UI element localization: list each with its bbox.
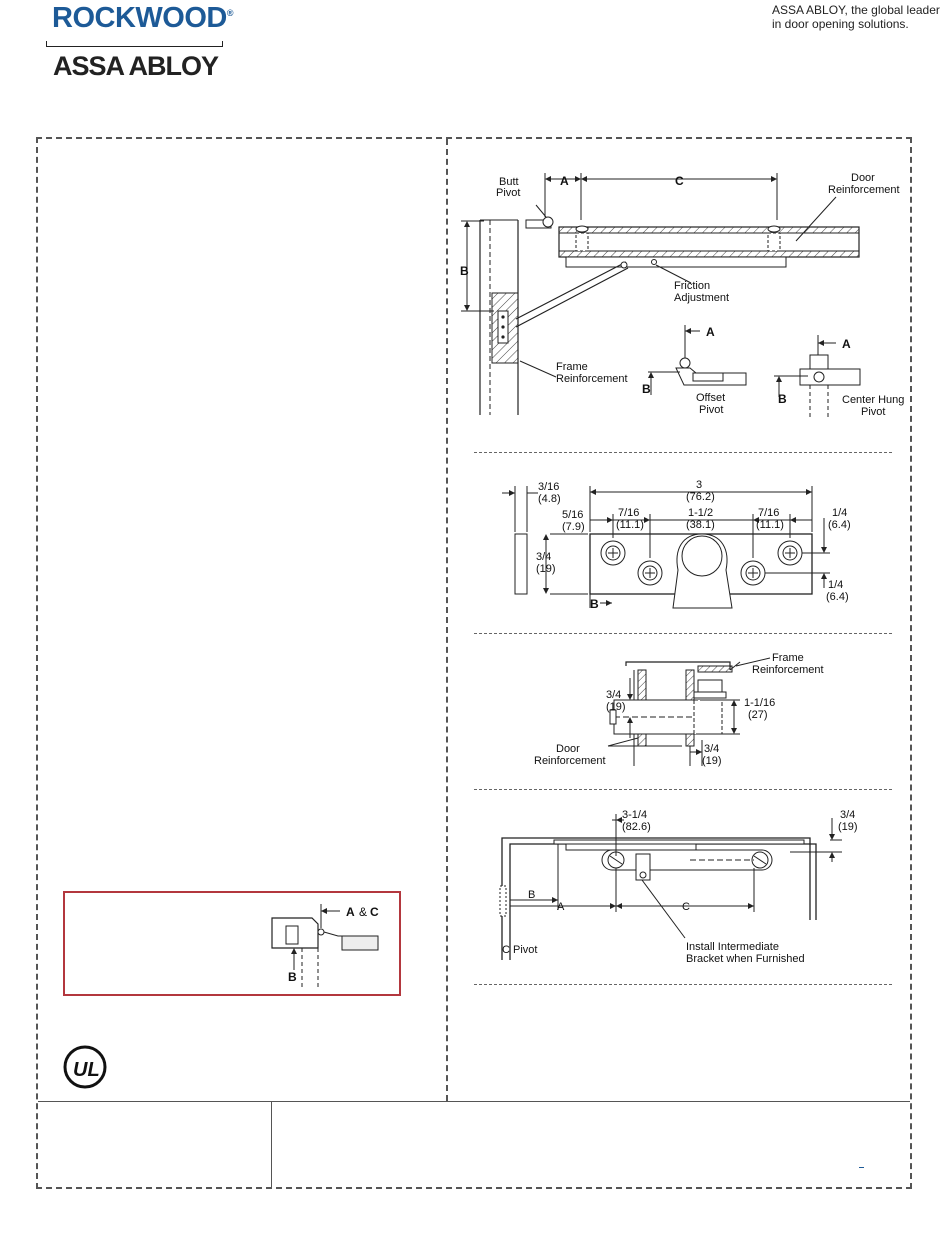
- door-reinforcement-label-2: Reinforcement: [828, 184, 900, 196]
- bracket-dimension-figure: [490, 478, 870, 618]
- inset-a-label: A: [346, 905, 355, 919]
- inset-pivot-figure: [262, 898, 398, 990]
- butt-pivot-label-2: Pivot: [496, 187, 521, 199]
- friction-label-2: Adjustment: [674, 292, 730, 304]
- butt-pivot-label-1: Butt: [499, 176, 519, 188]
- footer-mark: [859, 1167, 864, 1168]
- bracket-dim-4-metric: (11.1): [616, 519, 644, 531]
- install-note-2: Bracket when Furnished: [686, 953, 805, 965]
- bracket-dim-b: B: [590, 597, 599, 611]
- bracket-dim-3-metric: (7.9): [562, 521, 585, 533]
- figure-separator-4: [474, 984, 892, 985]
- bracket-dim-9: 1/4: [828, 579, 844, 591]
- arm-dim-1: 3-1/4: [622, 809, 648, 821]
- tagline-line-1: ASSA ABLOY, the global leader: [772, 3, 940, 17]
- section-dim-3-metric: (19): [702, 755, 722, 767]
- bracket-dim-5-metric: (38.1): [686, 519, 715, 531]
- tagline: [772, 3, 942, 31]
- arm-dim-2: 3/4: [840, 809, 856, 821]
- frame-reinforcement-label-2: Reinforcement: [556, 373, 628, 385]
- door-reinforcement-label-1: Door: [851, 172, 875, 184]
- center-hung-label-1: Center Hung: [842, 394, 905, 406]
- arm-dim-2-metric: (19): [838, 821, 858, 833]
- install-note-1: Install Intermediate: [686, 941, 779, 953]
- pivot-installation-figure: [456, 165, 906, 425]
- bracket-dim-8: 3/4: [536, 551, 552, 563]
- ul-certification-icon: [63, 1045, 107, 1089]
- offset-dim-b: B: [642, 382, 651, 396]
- friction-label-1: Friction: [674, 280, 711, 292]
- offset-pivot-label-1: Offset: [696, 392, 726, 404]
- inset-c-label: C: [370, 905, 379, 919]
- column-divider: [446, 139, 448, 1101]
- bracket-dim-1-metric: (4.8): [538, 493, 561, 505]
- bracket-dim-2: 3: [696, 479, 703, 491]
- section-view-figure: [530, 648, 850, 773]
- logo-divider: [46, 41, 223, 47]
- arm-dim-c: C: [682, 901, 690, 913]
- section-door-reinf-1: Door: [556, 743, 580, 755]
- footer-divider: [38, 1101, 910, 1102]
- arm-dim-1-metric: (82.6): [622, 821, 651, 833]
- arm-dim-b: B: [528, 889, 536, 901]
- dim-b-label: B: [460, 264, 469, 278]
- arm-pivot-label: C Pivot: [502, 944, 538, 956]
- center-dim-b: B: [778, 392, 787, 406]
- dim-a-label: A: [560, 174, 569, 188]
- arm-installation-figure: [490, 800, 890, 970]
- tagline-line-2: in door opening solutions.: [772, 17, 909, 31]
- section-dim-2: 1-1/16: [744, 697, 776, 709]
- brand-text: ROCKWOOD: [52, 2, 227, 34]
- bracket-dim-7: 1/4: [832, 507, 848, 519]
- bracket-dim-4: 7/16: [618, 507, 640, 519]
- figure-separator-3: [474, 789, 892, 790]
- section-dim-1: 3/4: [606, 689, 622, 701]
- bracket-dim-8-metric: (19): [536, 563, 556, 575]
- section-door-reinf-2: Reinforcement: [534, 755, 606, 767]
- assa-abloy-logo: ASSA ABLOY: [53, 51, 219, 81]
- section-dim-3: 3/4: [704, 743, 720, 755]
- offset-pivot-label-2: Pivot: [699, 404, 724, 416]
- bracket-dim-3: 5/16: [562, 509, 584, 521]
- rockwood-logo: [52, 2, 233, 35]
- dim-c-label: C: [675, 174, 684, 188]
- bracket-dim-6: 7/16: [758, 507, 780, 519]
- bracket-dim-6-metric: (11.1): [756, 519, 784, 531]
- bracket-dim-2-metric: (76.2): [686, 491, 715, 503]
- figure-separator-2: [474, 633, 892, 634]
- inset-amp-label: &: [359, 905, 368, 919]
- section-frame-reinf-2: Reinforcement: [752, 664, 824, 676]
- inset-b-label: B: [288, 970, 297, 984]
- section-frame-reinf-1: Frame: [772, 652, 804, 664]
- registered-mark: ®: [226, 8, 233, 18]
- figure-separator-1: [474, 452, 892, 453]
- arm-dim-a: A: [557, 901, 565, 913]
- footer-column-divider: [271, 1102, 272, 1188]
- section-dim-2-metric: (27): [748, 709, 768, 721]
- frame-reinforcement-label-1: Frame: [556, 361, 588, 373]
- offset-dim-a: A: [706, 325, 715, 339]
- bracket-dim-7-metric: (6.4): [828, 519, 851, 531]
- bracket-dim-5: 1-1/2: [688, 507, 714, 519]
- center-hung-label-2: Pivot: [861, 406, 886, 418]
- ul-mark-text: UL: [73, 1059, 100, 1081]
- center-dim-a: A: [842, 337, 851, 351]
- section-dim-1-metric: (19): [606, 701, 626, 713]
- bracket-dim-1: 3/16: [538, 481, 560, 493]
- bracket-dim-9-metric: (6.4): [826, 591, 849, 603]
